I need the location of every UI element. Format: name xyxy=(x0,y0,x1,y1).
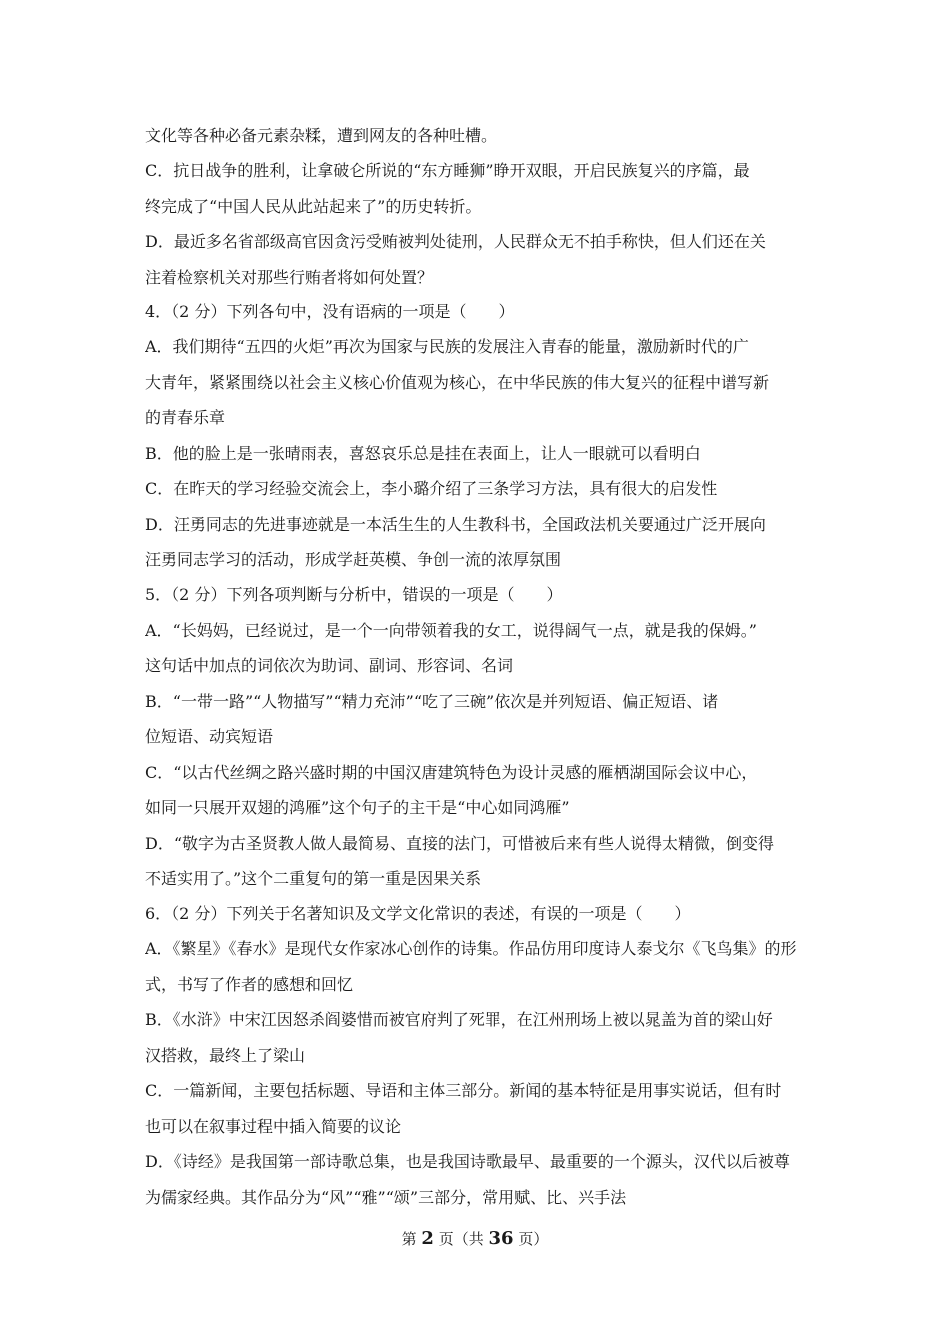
question-4-stem: 4．（2 分）下列各句中，没有语病的一项是（ ） xyxy=(145,302,515,321)
text-line: 式，书写了作者的感想和回忆 xyxy=(145,975,354,994)
text-line: 文化等各种必备元素杂糅，遭到网友的各种吐槽。 xyxy=(145,126,498,145)
text-line: B．“一带一路”“人物描写”“精力充沛”“吃了三碗”依次是并列短语、偏正短语、诸 xyxy=(145,692,719,711)
total-pages: 36 xyxy=(488,1228,514,1249)
question-6-stem: 6．（2 分）下列关于名著知识及文学文化常识的表述，有误的一项是（ ） xyxy=(145,904,691,923)
page-footer xyxy=(0,1228,950,1250)
footer-middle: 页（共 xyxy=(433,1230,489,1248)
text-line: C．一篇新闻，主要包括标题、导语和主体三部分。新闻的基本特征是用事实说话，但有时 xyxy=(145,1081,782,1100)
text-line: 也可以在叙事过程中插入简要的议论 xyxy=(145,1117,402,1136)
text-line: A．“长妈妈，已经说过，是一个一向带领着我的女工，说得阔气一点，就是我的保姆。” xyxy=(145,621,757,640)
footer-suffix: 页） xyxy=(513,1230,549,1248)
text-line: A．我们期待“五四的火炬”再次为国家与民族的发展注入青春的能量，激励新时代的广 xyxy=(145,337,749,356)
text-line: 注着检察机关对那些行贿者将如何处置？ xyxy=(145,268,434,287)
text-line: B．《水浒》中宋江因怒杀阎婆惜而被官府判了死罪，在江州刑场上被以晁盖为首的梁山好 xyxy=(145,1010,773,1029)
text-line: C．在昨天的学习经验交流会上，李小璐介绍了三条学习方法，具有很大的启发性 xyxy=(145,479,718,498)
text-line: 大青年，紧紧围绕以社会主义核心价值观为核心，在中华民族的伟大复兴的征程中谱写新 xyxy=(145,373,770,392)
text-line: D．汪勇同志的先进事迹就是一本活生生的人生教科书，全国政法机关要通过广泛开展向 xyxy=(145,515,766,534)
text-line: 汉搭救，最终上了梁山 xyxy=(145,1046,306,1065)
text-line: 这句话中加点的词依次为助词、副词、形容词、名词 xyxy=(145,656,514,675)
text-line: 的青春乐章 xyxy=(145,408,226,427)
text-line: 为儒家经典。其作品分为“风”“雅”“颂”三部分，常用赋、比、兴手法 xyxy=(145,1188,627,1207)
text-line: C．“以古代丝绸之路兴盛时期的中国汉唐建筑特色为设计灵感的雁栖湖国际会议中心， xyxy=(145,763,758,782)
text-line: D．“敬字为古圣贤教人做人最简易、直接的法门，可惜被后来有些人说得太精微，倒变得 xyxy=(145,834,775,853)
page-number: 2 xyxy=(421,1228,434,1249)
question-5-stem: 5．（2 分）下列各项判断与分析中，错误的一项是（ ） xyxy=(145,585,563,604)
text-line: 位短语、动宾短语 xyxy=(145,727,274,746)
text-line: 不适实用了。”这个二重复句的第一重是因果关系 xyxy=(145,869,482,888)
text-line: 终完成了“中国人民从此站起来了”的历史转折。 xyxy=(145,197,482,216)
text-line: C．抗日战争的胜利，让拿破仑所说的“东方睡狮”睁开双眼，开启民族复兴的序篇，最 xyxy=(145,161,750,180)
text-line: B．他的脸上是一张晴雨表，喜怒哀乐总是挂在表面上，让人一眼就可以看明白 xyxy=(145,444,701,463)
text-line: D．最近多名省部级高官因贪污受贿被判处徒刑，人民群众无不拍手称快，但人们还在关 xyxy=(145,232,766,251)
text-line: 汪勇同志学习的活动，形成学赶英模、争创一流的浓厚氛围 xyxy=(145,550,562,569)
text-line: 如同一只展开双翅的鸿雁”这个句子的主干是“中心如同鸿雁” xyxy=(145,798,570,817)
text-line: A．《繁星》《春水》是现代女作家冰心创作的诗集。作品仿用印度诗人泰戈尔《飞鸟集》的形 xyxy=(145,939,797,958)
text-line: D．《诗经》是我国第一部诗歌总集，也是我国诗歌最早、最重要的一个源头，汉代以后被尊 xyxy=(145,1152,790,1171)
footer-prefix: 第 xyxy=(401,1230,422,1248)
